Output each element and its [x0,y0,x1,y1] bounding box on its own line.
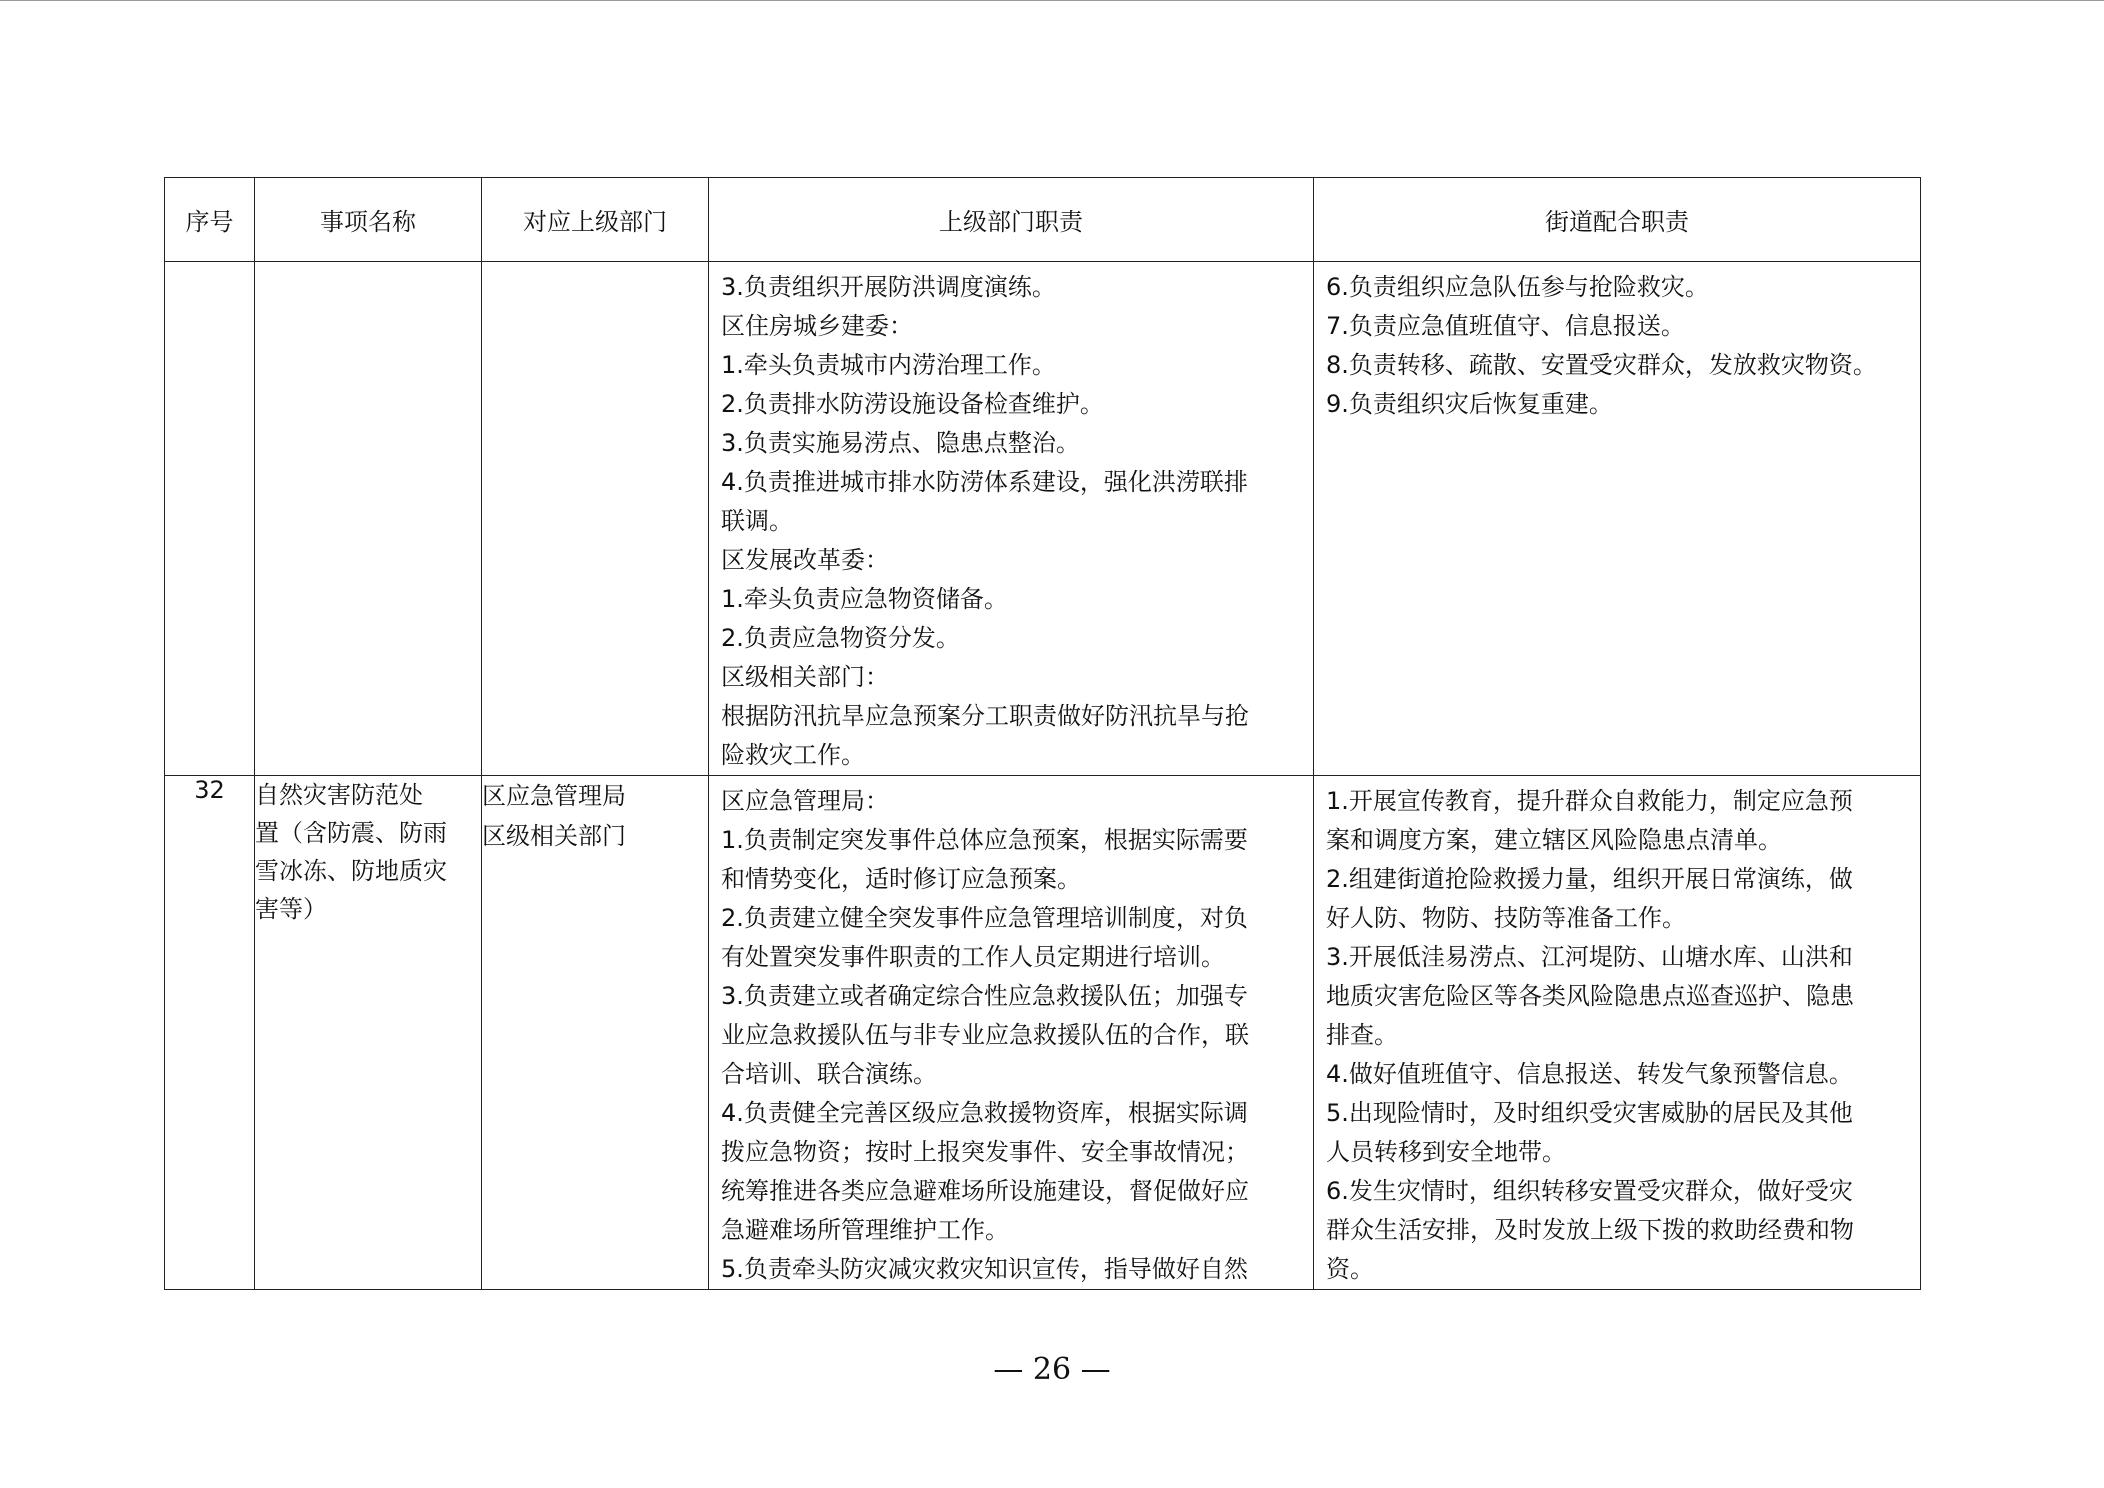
text-line: 自然灾害防范处 [255,781,423,809]
text-line: 和情势变化，适时修订应急预案。 [721,865,1081,893]
header-serial-number: 序号 [165,178,255,262]
text-line: 区应急管理局： [721,787,889,815]
text-line: 区发展改革委： [721,546,889,574]
header-street-duties: 街道配合职责 [1314,178,1921,262]
text-line: 置（含防震、防雨 [255,819,447,847]
text-line: 急避难场所管理维护工作。 [721,1216,1009,1244]
text-line: 1.牵头负责应急物资储备。 [721,585,1008,613]
text-line: 5.出现险情时，及时组织受灾害威胁的居民及其他 [1326,1099,1853,1127]
text-line: 区住房城乡建委： [721,312,913,340]
text-line: 1.牵头负责城市内涝治理工作。 [721,351,1056,379]
row1-coop-cell [1314,262,1921,776]
text-line: 3.负责建立或者确定综合性应急救援队伍；加强专 [721,982,1248,1010]
text-line: 统筹推进各类应急避难场所设施建设，督促做好应 [721,1177,1249,1205]
text-line: 2.组建街道抢险救援力量，组织开展日常演练，做 [1326,865,1853,893]
row2-serial-cell: 32 [165,776,255,1290]
text-line: 7.负责应急值班值守、信息报送。 [1326,312,1685,340]
text-line: 4.负责健全完善区级应急救援物资库，根据实际调 [721,1099,1248,1127]
text-line: 4.做好值班值守、信息报送、转发气象预警信息。 [1326,1060,1853,1088]
row1-serial-cell [165,262,255,776]
row2-duty-cell [709,776,1314,1290]
text-line: 合培训、联合演练。 [721,1060,937,1088]
header-superior-department: 对应上级部门 [482,178,709,262]
table-header-row [165,178,1921,262]
header-item-name: 事项名称 [255,178,482,262]
text-line: 区应急管理局 [482,782,626,810]
text-line: 案和调度方案，建立辖区风险隐患点清单。 [1326,826,1782,854]
text-line: 险救灾工作。 [721,741,865,769]
table-row [165,262,1921,776]
text-line: 2.负责排水防涝设施设备检查维护。 [721,390,1104,418]
text-line: 9.负责组织灾后恢复重建。 [1326,390,1613,418]
top-border-line [0,0,2104,1]
text-line: 4.负责推进城市排水防涝体系建设，强化洪涝联排 [721,468,1248,496]
text-line: 5.负责牵头防灾减灾救灾知识宣传，指导做好自然 [721,1255,1248,1283]
text-line: 1.开展宣传教育，提升群众自救能力，制定应急预 [1326,787,1853,815]
row2-duty-lines [709,776,1313,1289]
text-line: 区级相关部门： [721,663,889,691]
text-line: 资。 [1326,1255,1374,1283]
row1-dept-cell [482,262,709,776]
text-line: 排查。 [1326,1021,1398,1049]
text-line: 6.发生灾情时，组织转移安置受灾群众，做好受灾 [1326,1177,1853,1205]
text-line: 群众生活安排，及时发放上级下拨的救助经费和物 [1326,1216,1854,1244]
text-line: 人员转移到安全地带。 [1326,1138,1566,1166]
row1-duty-cell [709,262,1314,776]
row2-coop-lines [1314,776,1920,1289]
row1-duty-lines [709,262,1313,775]
text-line: 联调。 [721,507,793,535]
header-superior-duties: 上级部门职责 [709,178,1314,262]
text-line: 1.负责制定突发事件总体应急预案，根据实际需要 [721,826,1248,854]
text-line: 地质灾害危险区等各类风险隐患点巡查巡护、隐患 [1326,982,1854,1010]
row2-dept-cell [482,776,709,1290]
row1-coop-lines [1314,262,1920,424]
text-line: 8.负责转移、疏散、安置受灾群众，发放救灾物资。 [1326,351,1877,379]
text-line: 3.负责组织开展防洪调度演练。 [721,273,1056,301]
text-line: 2.负责应急物资分发。 [721,624,960,652]
text-line: 害等） [255,895,327,923]
text-line: 2.负责建立健全突发事件应急管理培训制度，对负 [721,904,1248,932]
page-number: — 26 — [993,1352,1111,1387]
text-line: 拨应急物资；按时上报突发事件、安全事故情况； [721,1138,1249,1166]
text-line: 好人防、物防、技防等准备工作。 [1326,904,1686,932]
row2-name-lines [255,776,481,928]
text-line: 3.负责实施易涝点、隐患点整治。 [721,429,1080,457]
text-line: 雪冰冻、防地质灾 [255,857,447,885]
row1-name-cell [255,262,482,776]
row2-name-cell [255,776,482,1290]
table-row [165,776,1921,1290]
text-line: 6.负责组织应急队伍参与抢险救灾。 [1326,273,1709,301]
text-line: 3.开展低洼易涝点、江河堤防、山塘水库、山洪和 [1326,943,1853,971]
text-line: 根据防汛抗旱应急预案分工职责做好防汛抗旱与抢 [721,702,1249,730]
text-line: 业应急救援队伍与非专业应急救援队伍的合作，联 [721,1021,1249,1049]
duty-table [164,177,1921,1290]
row2-coop-cell [1314,776,1921,1290]
text-line: 有处置突发事件职责的工作人员定期进行培训。 [721,943,1225,971]
row2-dept-lines [482,776,708,856]
text-line: 区级相关部门 [482,822,626,850]
